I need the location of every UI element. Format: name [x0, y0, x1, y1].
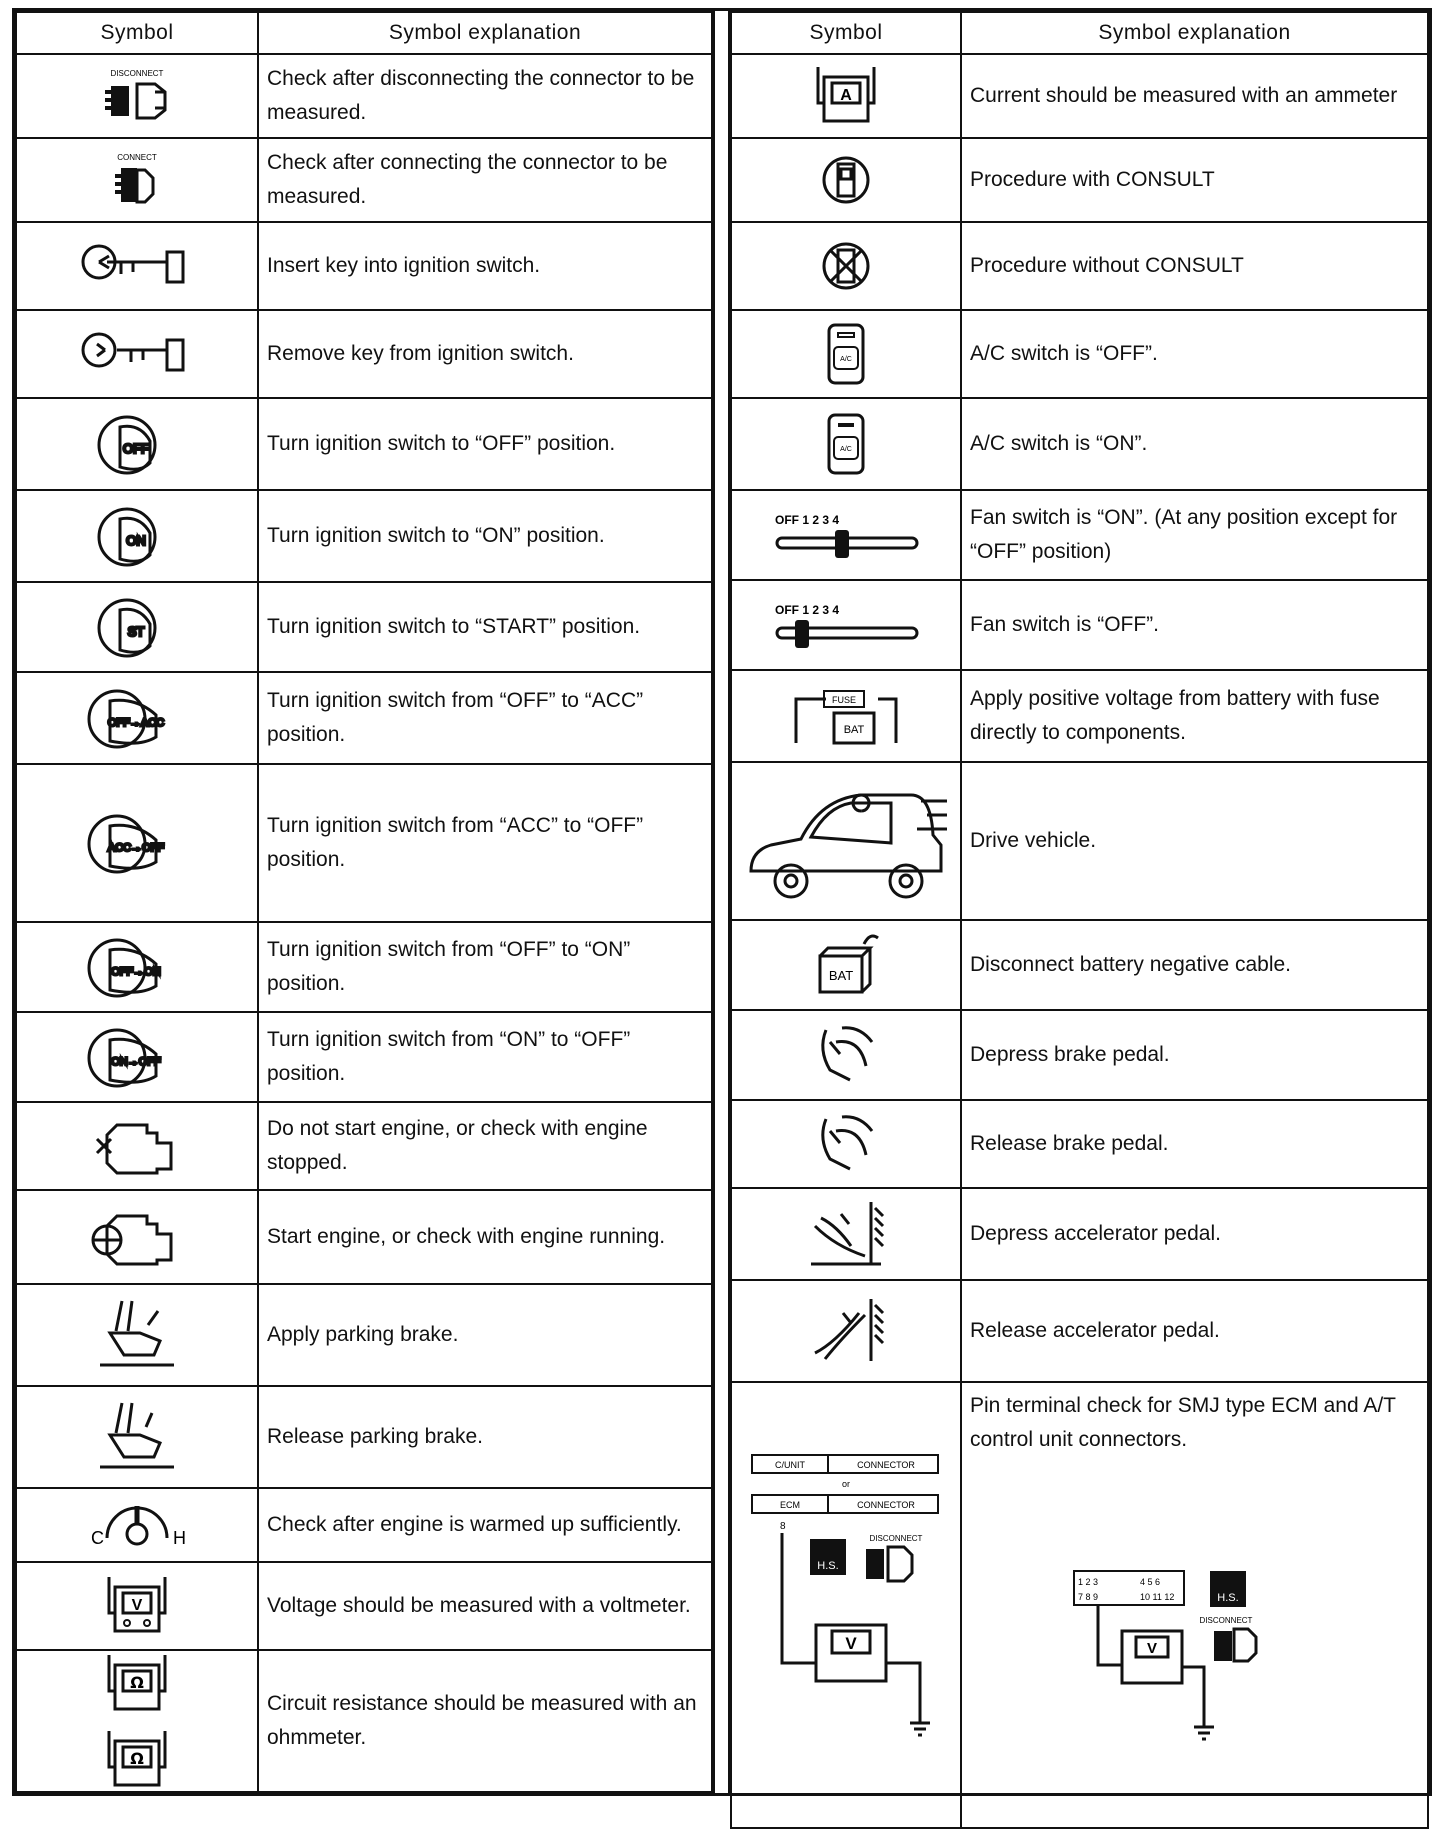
svg-text:DISCONNECT: DISCONNECT [869, 1534, 923, 1543]
explanation-text: Do not start engine, or check with engine stopped. [258, 1102, 712, 1190]
explanation-text: Release accelerator pedal. [961, 1280, 1428, 1382]
table-row [731, 762, 1428, 920]
ignition-on-to-off-icon [82, 1022, 192, 1092]
svg-text:Ω: Ω [130, 1749, 144, 1768]
explanation-text: A/C switch is “ON”. [961, 398, 1428, 490]
table-row [16, 222, 712, 310]
apply-parking-brake-icon [92, 1295, 182, 1375]
svg-text:ACC→OFF: ACC→OFF [107, 842, 165, 854]
svg-text:C: C [91, 1528, 104, 1548]
explanation-text: Start engine, or check with engine running. [258, 1190, 712, 1284]
table-row [16, 138, 712, 222]
svg-text:ECM: ECM [780, 1500, 800, 1510]
svg-text:ON: ON [126, 533, 146, 548]
svg-text:10 11 12: 10 11 12 [1140, 1592, 1175, 1602]
table-row [731, 222, 1428, 310]
pin-terminal-check-text: Pin terminal check for SMJ type ECM and A/T control unit connectors. [970, 1394, 1396, 1451]
svg-text:OFF→ON: OFF→ON [111, 966, 161, 978]
explanation-text: Check after engine is warmed up sufficiently. [258, 1488, 712, 1562]
header-symbol: Symbol [731, 12, 961, 54]
explanation-text: Disconnect battery negative cable. [961, 920, 1428, 1010]
table-row [16, 1488, 712, 1562]
svg-text:V: V [131, 1597, 143, 1614]
table-row [16, 582, 712, 672]
ignition-off-to-acc-icon [82, 683, 192, 753]
engine-warm-gauge-icon [77, 1498, 197, 1552]
battery-disconnect-icon [806, 930, 886, 1000]
explanation-text: Check after disconnecting the connector to be measured. [258, 54, 712, 138]
voltmeter-icon [97, 1573, 177, 1639]
explanation-text: Insert key into ignition switch. [258, 222, 712, 310]
svg-text:V: V [845, 1634, 857, 1653]
header-symbol-explanation: Symbol explanation [258, 12, 712, 54]
table-row [16, 398, 712, 490]
table-row [731, 398, 1428, 490]
svg-text:DISCONNECT: DISCONNECT [110, 69, 164, 78]
release-brake-pedal-icon [806, 1109, 886, 1179]
right-symbol-table [730, 11, 1429, 1793]
svg-text:DISCONNECT: DISCONNECT [1199, 1616, 1253, 1625]
svg-text:OFF→ACC: OFF→ACC [107, 717, 165, 729]
explanation-text [961, 1382, 1428, 1828]
svg-text:C/UNIT: C/UNIT [775, 1460, 805, 1470]
explanation-text: Turn ignition switch from “ON” to “OFF” position. [258, 1012, 712, 1102]
explanation-text: Circuit resistance should be measured with an ohmmeter. [258, 1650, 712, 1792]
explanation-text: Drive vehicle. [961, 762, 1428, 920]
battery-fuse-icon [786, 683, 906, 749]
ohmmeter-icon [97, 1651, 177, 1791]
table-row [16, 672, 712, 764]
ignition-on-icon [92, 501, 182, 571]
ignition-off-to-on-icon [82, 932, 192, 1002]
explanation-text: Voltage should be measured with a voltmeter. [258, 1562, 712, 1650]
svg-text:A/C: A/C [840, 356, 852, 363]
explanation-text: Remove key from ignition switch. [258, 310, 712, 398]
pin-terminal-diagram [1070, 1567, 1310, 1827]
table-row [16, 1012, 712, 1102]
engine-running-icon [87, 1202, 187, 1272]
table-row [731, 54, 1428, 138]
ignition-start-icon [92, 592, 182, 662]
explanation-text: Apply positive voltage from battery with fuse directly to components. [961, 670, 1428, 762]
svg-text:OFF: OFF [123, 441, 149, 456]
insert-key-icon [77, 236, 197, 296]
table-row [16, 922, 712, 1012]
svg-text:ST: ST [127, 624, 145, 639]
table-row [16, 1102, 712, 1190]
explanation-text: Procedure without CONSULT [961, 222, 1428, 310]
svg-text:CONNECTOR: CONNECTOR [857, 1460, 915, 1470]
header-symbol-explanation: Symbol explanation [961, 12, 1428, 54]
svg-text:CONNECTOR: CONNECTOR [857, 1500, 915, 1510]
svg-text:A/C: A/C [840, 446, 852, 453]
depress-brake-pedal-icon [806, 1020, 886, 1090]
header-symbol: Symbol [16, 12, 258, 54]
table-row [16, 310, 712, 398]
consult-icon [816, 150, 876, 210]
ac-switch-off-icon [821, 321, 871, 387]
svg-text:V: V [1146, 1640, 1158, 1657]
disconnect-connector-icon [97, 66, 177, 126]
table-row [731, 580, 1428, 670]
table-row [16, 764, 712, 922]
explanation-text: Release parking brake. [258, 1386, 712, 1488]
table-row [731, 1382, 1428, 1828]
svg-text:H: H [173, 1528, 186, 1548]
ammeter-icon [806, 63, 886, 129]
table-row [731, 138, 1428, 222]
column-divider [713, 11, 730, 1793]
svg-text:CONNECT: CONNECT [117, 153, 157, 162]
fan-switch-on-icon [761, 510, 931, 560]
svg-text:BAT: BAT [828, 968, 854, 983]
ac-switch-on-icon [821, 411, 871, 477]
explanation-text: Turn ignition switch to “ON” position. [258, 490, 712, 582]
svg-text:8: 8 [780, 1521, 786, 1532]
connect-connector-icon [97, 150, 177, 210]
explanation-text: A/C switch is “OFF”. [961, 310, 1428, 398]
svg-text:Ω: Ω [130, 1673, 144, 1692]
table-row [731, 1010, 1428, 1100]
explanation-text: Turn ignition switch to “OFF” position. [258, 398, 712, 490]
table-row [731, 1188, 1428, 1280]
explanation-text: Current should be measured with an ammeter [961, 54, 1428, 138]
release-parking-brake-icon [92, 1397, 182, 1477]
svg-text:or: or [841, 1479, 851, 1489]
svg-text:BAT: BAT [843, 724, 865, 736]
explanation-text: Turn ignition switch from “OFF” to “ACC” position. [258, 672, 712, 764]
pin-terminal-check-icon [746, 1415, 946, 1795]
explanation-text: Turn ignition switch to “START” position. [258, 582, 712, 672]
table-row [16, 1386, 712, 1488]
depress-accelerator-icon [801, 1196, 891, 1272]
svg-text:A: A [840, 87, 852, 104]
table-row [731, 1280, 1428, 1382]
no-consult-icon [816, 236, 876, 296]
explanation-text: Fan switch is “OFF”. [961, 580, 1428, 670]
explanation-text: Depress accelerator pedal. [961, 1188, 1428, 1280]
explanation-text: Turn ignition switch from “OFF” to “ON” position. [258, 922, 712, 1012]
explanation-text: Procedure with CONSULT [961, 138, 1428, 222]
ignition-off-icon [92, 409, 182, 479]
table-row [16, 1650, 712, 1792]
drive-vehicle-icon [741, 771, 951, 911]
ignition-acc-to-off-icon [82, 808, 192, 878]
table-row [16, 1284, 712, 1386]
explanation-text: Release brake pedal. [961, 1100, 1428, 1188]
table-row [16, 490, 712, 582]
svg-text:7 8 9: 7 8 9 [1078, 1592, 1099, 1602]
release-accelerator-icon [801, 1293, 891, 1369]
svg-text:OFF 1 2 3 4: OFF 1 2 3 4 [775, 513, 840, 527]
table-row [16, 1562, 712, 1650]
fan-switch-off-icon [761, 600, 931, 650]
svg-text:1 2 3: 1 2 3 [1078, 1577, 1099, 1587]
table-row [731, 1100, 1428, 1188]
explanation-text: Turn ignition switch from “ACC” to “OFF” position. [258, 764, 712, 922]
svg-text:4 5 6: 4 5 6 [1140, 1577, 1161, 1587]
svg-text:FUSE: FUSE [831, 695, 857, 705]
table-row [731, 490, 1428, 580]
explanation-text: Depress brake pedal. [961, 1010, 1428, 1100]
left-symbol-table [15, 11, 713, 1793]
table-row [731, 310, 1428, 398]
symbol-table [12, 8, 1432, 1796]
svg-text:H.S.: H.S. [1217, 1592, 1239, 1604]
remove-key-icon [77, 324, 197, 384]
svg-text:ON→OFF: ON→OFF [111, 1056, 161, 1068]
engine-stopped-icon [87, 1111, 187, 1181]
table-row [731, 920, 1428, 1010]
explanation-text: Apply parking brake. [258, 1284, 712, 1386]
table-row [731, 670, 1428, 762]
table-row [16, 54, 712, 138]
svg-text:H.S.: H.S. [817, 1560, 839, 1572]
explanation-text: Check after connecting the connector to be measured. [258, 138, 712, 222]
svg-text:OFF 1 2 3 4: OFF 1 2 3 4 [775, 603, 840, 617]
explanation-text: Fan switch is “ON”. (At any position except for “OFF” position) [961, 490, 1428, 580]
table-row [16, 1190, 712, 1284]
